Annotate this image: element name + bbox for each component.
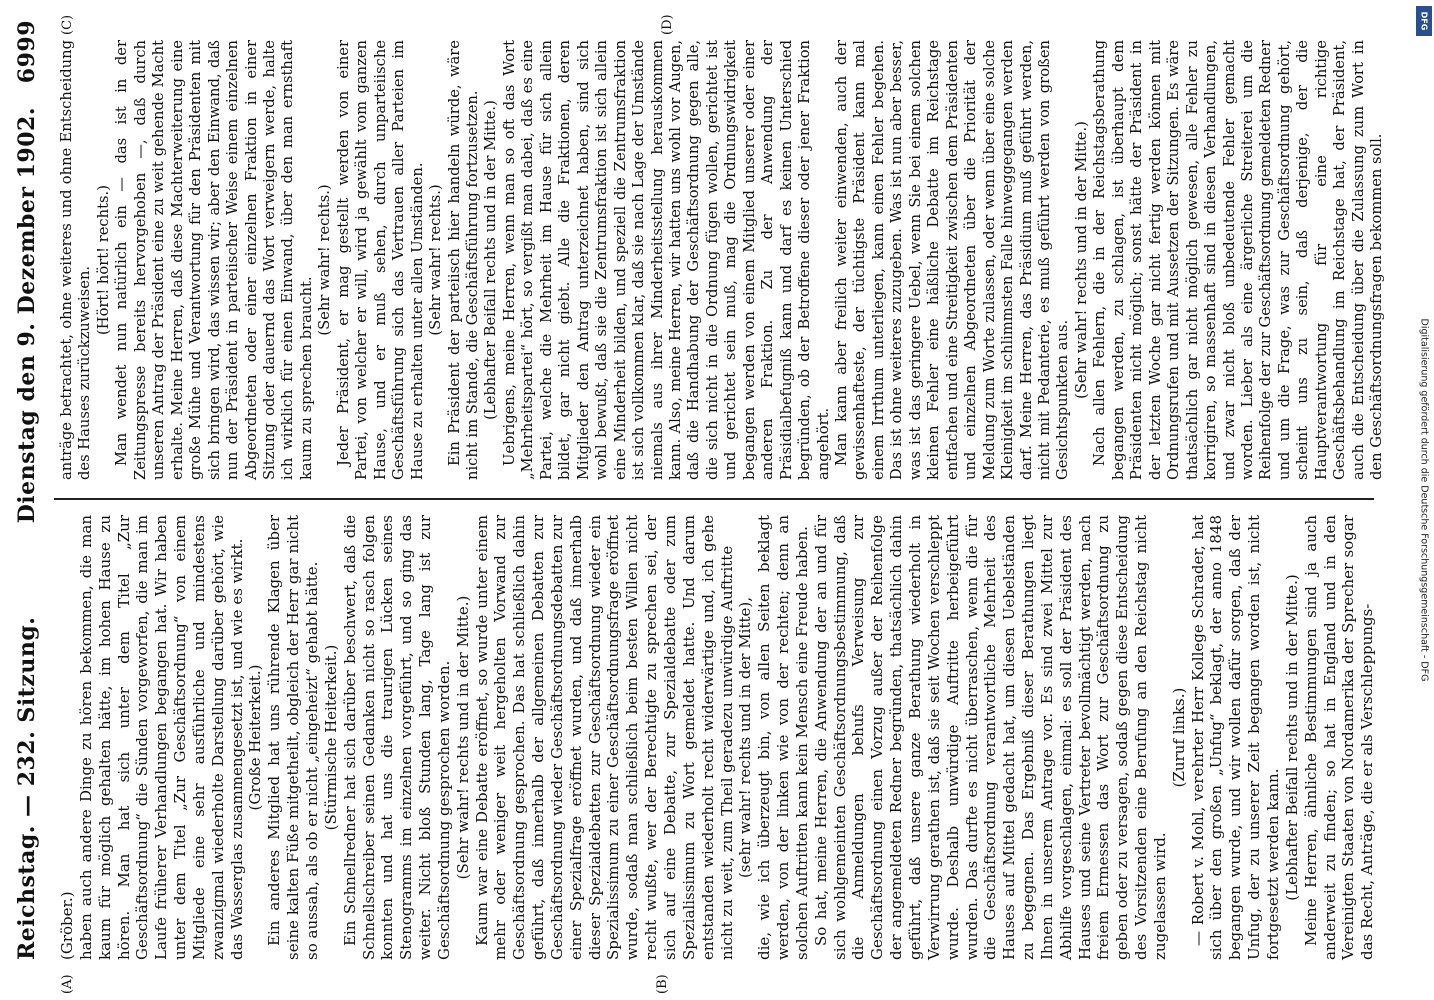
page-header xyxy=(14,20,48,960)
paragraph: Man wendet nun natürlich ein — das ist in der Zeitungspresse bereits hervorgehoben —, daß durch unseren Antrag der Präsident eine zu weit gehende Macht erhalte. Meine Herren, daß diese Machterweiterung eine große Mühe und Verantwortung für den Präsidenten mit sich bringen wird, das wissen wir; aber den Einwand, daß nun der Präsident in parteiischer Weise einem einzelnen Abgeordneten oder einer einzelnen Fraktion in einer Sitzung oder dauernd das Wort verweigern werde, halte ich wirklich für einen Einwand, über den man ernsthaft kaum zu sprechen braucht. xyxy=(113,40,315,480)
header-title: Reichstag. — 232. Sitzung. xyxy=(14,616,40,960)
column-divider xyxy=(54,498,1374,500)
right-text-column xyxy=(58,40,1387,480)
interjection: (Sehr wahr! rechts.) xyxy=(427,184,445,336)
interjection: (Zuruf links.) xyxy=(1169,687,1188,788)
interjection: (Hört! hört! rechts.) xyxy=(94,185,112,335)
page-number: 6999 xyxy=(14,20,40,84)
paragraph: — Robert v. Mohl, verehrter Herr Kollege Schrader, hat sich über den großen „Unfug“ beklagt, der anno 1848 begangen wurde, und wir wollen dafür sorgen, daß der Unfug, der zu unserer Zeit begangen worden ist, nicht fortgesetzt werden kann. xyxy=(1188,515,1282,960)
margin-marker-a: (A) xyxy=(60,974,75,994)
interjection: (sehr wahr! rechts und in der Mitte), xyxy=(736,596,755,879)
interjection: (Sehr wahr! rechts.) xyxy=(316,184,334,336)
margin-marker-d: (D) xyxy=(660,14,675,35)
interjection: (Lebhafter Beifall rechts und in der Mitte.) xyxy=(1282,574,1301,901)
paragraph: Nach allen Fehlern, die in der Reichstagsberathung begangen werden, zu schlagen, ist überhaupt dem Präsidenten nicht möglich; sonst hätte der Präsident in der letzten Woche gar nicht fertig werden können mit Ordnungsrufen und mit Aussetzen der Sitzungen. Es wäre thatsächlich gar nicht möglich gewesen, alle Fehler zu korrigiren, so massenhaft sind in diesen Verhandlungen, und zwar nicht bloß unbedeutende Fehler gemacht worden. Lieber als eine ärgerliche Streiterei um die Reihenfolge der zur Geschäftsordnung gemeldeten Redner und um die Frage, was zur Geschäftsordnung gehört, scheint uns zu sein, daß derjenige, der die Hauptverantwortung für eine richtige Geschäftsbehandlung im Reichstage hat, der Präsident, auch die Entscheidung über die Zulassung zum Wort in den Geschäftsordnungsfragen bekommen soll. xyxy=(1091,39,1386,480)
paragraph: So hat, meine Herren, die Anwendung der an und für sich wohlgemeinten Geschäftsordnungsbestimmung, daß die Anmeldungen behufs Verweisung zur Geschäftsordnung einen Vorzug außer der Reihenfolge der angemeldeten Redner begründen, thatsächlich dahin geführt, daß unsere ganze Berathung wiederholt in Verwirrung gerathen ist, daß sie seit Wochen verschleppt wurde. Deshalb unwürdige Auftritte herbeigeführt wurden. Das durfte es nicht überraschen, wenn die für die Geschäftsordnung verantwortliche Mehrheit des Hauses auf Mittel gedacht hat, um diesen Uebelständen zu begegnen. Das Ergebniß dieser Berathungen liegt Ihnen in unserem Antrage vor. Es sind zwei Mittel zur Abhilfe vorgeschlagen, einmal: es soll der Präsident des Hauses und seine Vertreter bevollmächtigt werden, nach freiem Ermessen das Wort zur Geschäftsordnung zu geben oder zu versagen, sodaß gegen diese Entscheidung des Vorsitzenden eine Berufung an den Reichstag nicht zugelassen wird. xyxy=(811,515,1169,960)
interjection: (Große Heiterkeit.) xyxy=(246,664,265,811)
header-date: Dienstag den 9. Dezember 1902. xyxy=(14,107,40,524)
interjection: (Sehr wahr! rechts und in der Mitte.) xyxy=(1072,121,1090,399)
paragraph: Ein Präsident der parteiisch hier handeln würde, wäre nicht im Stande, die Geschäftsführung fortzusetzen. xyxy=(445,40,481,480)
paragraph: (Gröber.) xyxy=(58,891,76,960)
interjection: (Sehr wahr! rechts und in der Mitte.) xyxy=(453,595,472,880)
left-text-column xyxy=(58,515,1377,960)
paragraph: Ein Schnellredner hat sich darüber beschwert, daß die Schnellschreiber seinen Gedanken nicht so rasch folgen konnten und hat uns die traurigen Lücken seines Stenogramms im einzelnen vorgeführt, und so ging das weiter. Nicht bloß Stunden lang, Tage lang ist zur Geschäftsordnung gesprochen worden. xyxy=(340,515,453,960)
digitization-credit: Digitalisierung gefördert durch die Deutsche Forschungsgemeinschaft - DFG xyxy=(1418,318,1430,682)
paragraph: Uebrigens, meine Herren, wenn man so oft das Wort „Mehrheitspartei“ hört, so vergißt man dabei, daß es eine Partei, welche die Mehrheit im Hause für sich allein bildet, gar nicht giebt. Alle die Fraktionen, deren Mitglieder den Antrag unterzeichnet haben, sind sich wohl bewußt, daß sie die Zentrumsfraktion ist sich allein eine Minderheit bilden, und speziell die Zentrumsfraktion ist sich vollkommen klar, daß sie nach Lage der Umstände niemals aus ihrer Minderheitsstellung herauskommen kann. Also, meine Herren, wir hatten uns wohl vor Augen, daß die Handhabung der Geschäftsordnung gegen alle, die sich nicht in die Ordnung fügen wollen, gerichtet ist und gerichtet sein muß, mag die Ordnungswidrigkeit begangen werden von einem Mitglied unserer oder einer anderen Fraktion. Zu der Anwendung der Präsidialbefugniß kann und darf es keinen Unterschied begründen, ob der Betroffene dieser oder jener Fraktion angehört. xyxy=(500,40,832,480)
paragraph: Man kann aber freilich weiter einwenden, auch der gewissenhafteste, der tüchtigste Präsident kann mal einem Irrthum unterliegen, kann einen Fehler begehen. Das ist ohne weiteres zuzugeben. Was ist nun aber besser, was ist das geringere Uebel, wenn Sie bei einem solchen kleinen Fehler eine häßliche Debatte im Reichstage entfachen und eine Streitigkeit zwischen dem Präsidenten und einzelnen Abgeordneten über die Priorität der Meldung zum Worte zulassen, oder wenn über eine solche Kleinigkeit im schlimmsten Falle hinweggegangen werden darf. Meine Herren, das Präsidium muß geführt werden, nicht mit Pedanterie, es muß geführt werden von großen Gesichtspunkten aus. xyxy=(833,40,1072,480)
interjection: (Stürmische Heiterkeit.) xyxy=(321,644,340,831)
margin-marker-b: (B) xyxy=(655,974,670,994)
paragraph: Jeder Präsident, er mag gestellt werden von einer Partei, von welcher er will, wird ja gewählt vom ganzen Hause, und er muß sehen, durch unparteiische Geschäftsführung sich das Vertrauen aller Parteien im Hause zu erhalten unter allen Umständen. xyxy=(334,40,426,480)
paragraph: Kaum war eine Debatte eröffnet, so wurde unter einem mehr oder weniger weit hergeholten Vorwand zur Geschäftsordnung gesprochen. Das hat schließlich dahin geführt, daß innerhalb der allgemeinen Debatten zur Geschäftsordnung wieder Geschäftsordnungsdebatten zur einer Spezialfrage eröffnet wurden, und daß innerhalb dieser Spezialdebatten zur Geschäftsordnung wieder ein Spezialissimum zu einer Geschäftsordnungsfrage eröffnet wurde, sodaß man schließlich beim besten Willen nicht recht wußte, wer der Berechtigte zu sprechen sei, der sich auf eine Debatte, zur Spezialdebatte oder zum Spezialissimum zu Wort gemeldet hatte. Und darum entstanden wiederholt recht widerwärtige und, ich gehe nicht zu weit, zum Theil geradezu unwürdige Auftritte xyxy=(472,515,736,960)
interjection: (Lebhafter Beifall rechts und in der Mitte.) xyxy=(482,100,500,420)
dfg-logo-text: DFG xyxy=(1419,11,1429,31)
paragraph: Ein anderes Mitglied hat uns rührende Klagen über seine kalten Füße mitgetheilt, obgleich der Herr gar nicht so aussah, als ob er nicht „eingeheizt“ gehabt hätte. xyxy=(265,515,321,960)
paragraph: Meine Herren, ähnliche Bestimmungen sind ja auch anderweit zu finden; so hat in England und in den Vereinigten Staaten von Nordamerika der Sprecher sogar das Recht, Anträge, die er als Verschleppungs- xyxy=(1301,515,1377,960)
paragraph: anträge betrachtet, ohne weiteres und ohne Entscheidung des Hauses zurückzuweisen. xyxy=(58,40,94,480)
dfg-logo xyxy=(1416,6,1432,36)
paragraph: die, wie ich überzeugt bin, von allen Seiten beklagt werden, von der linken wie von der rechten; denn an solchen Auftritten kann kein Mensch eine Freude haben. xyxy=(755,515,811,960)
paragraph: haben auch andere Dinge zu hören bekommen, die man kaum für möglich gehalten hätte, im hohen Hause zu hören. Man hat sich unter dem Titel „Zur Geschäftsordnung“ die Sünden vorgeworfen, die man im Laufe früherer Verhandlungen begangen hat. Wir haben unter dem Titel „Zur Geschäftsordnung“ von einem Mitgliede eine sehr ausführliche und mindestens zwanzigmal wiederholte Darstellung darüber gehört, wie das Wasserglas zusammengesetzt ist, und wie es wirkt. xyxy=(76,515,246,960)
margin-marker-c: (C) xyxy=(60,14,75,35)
